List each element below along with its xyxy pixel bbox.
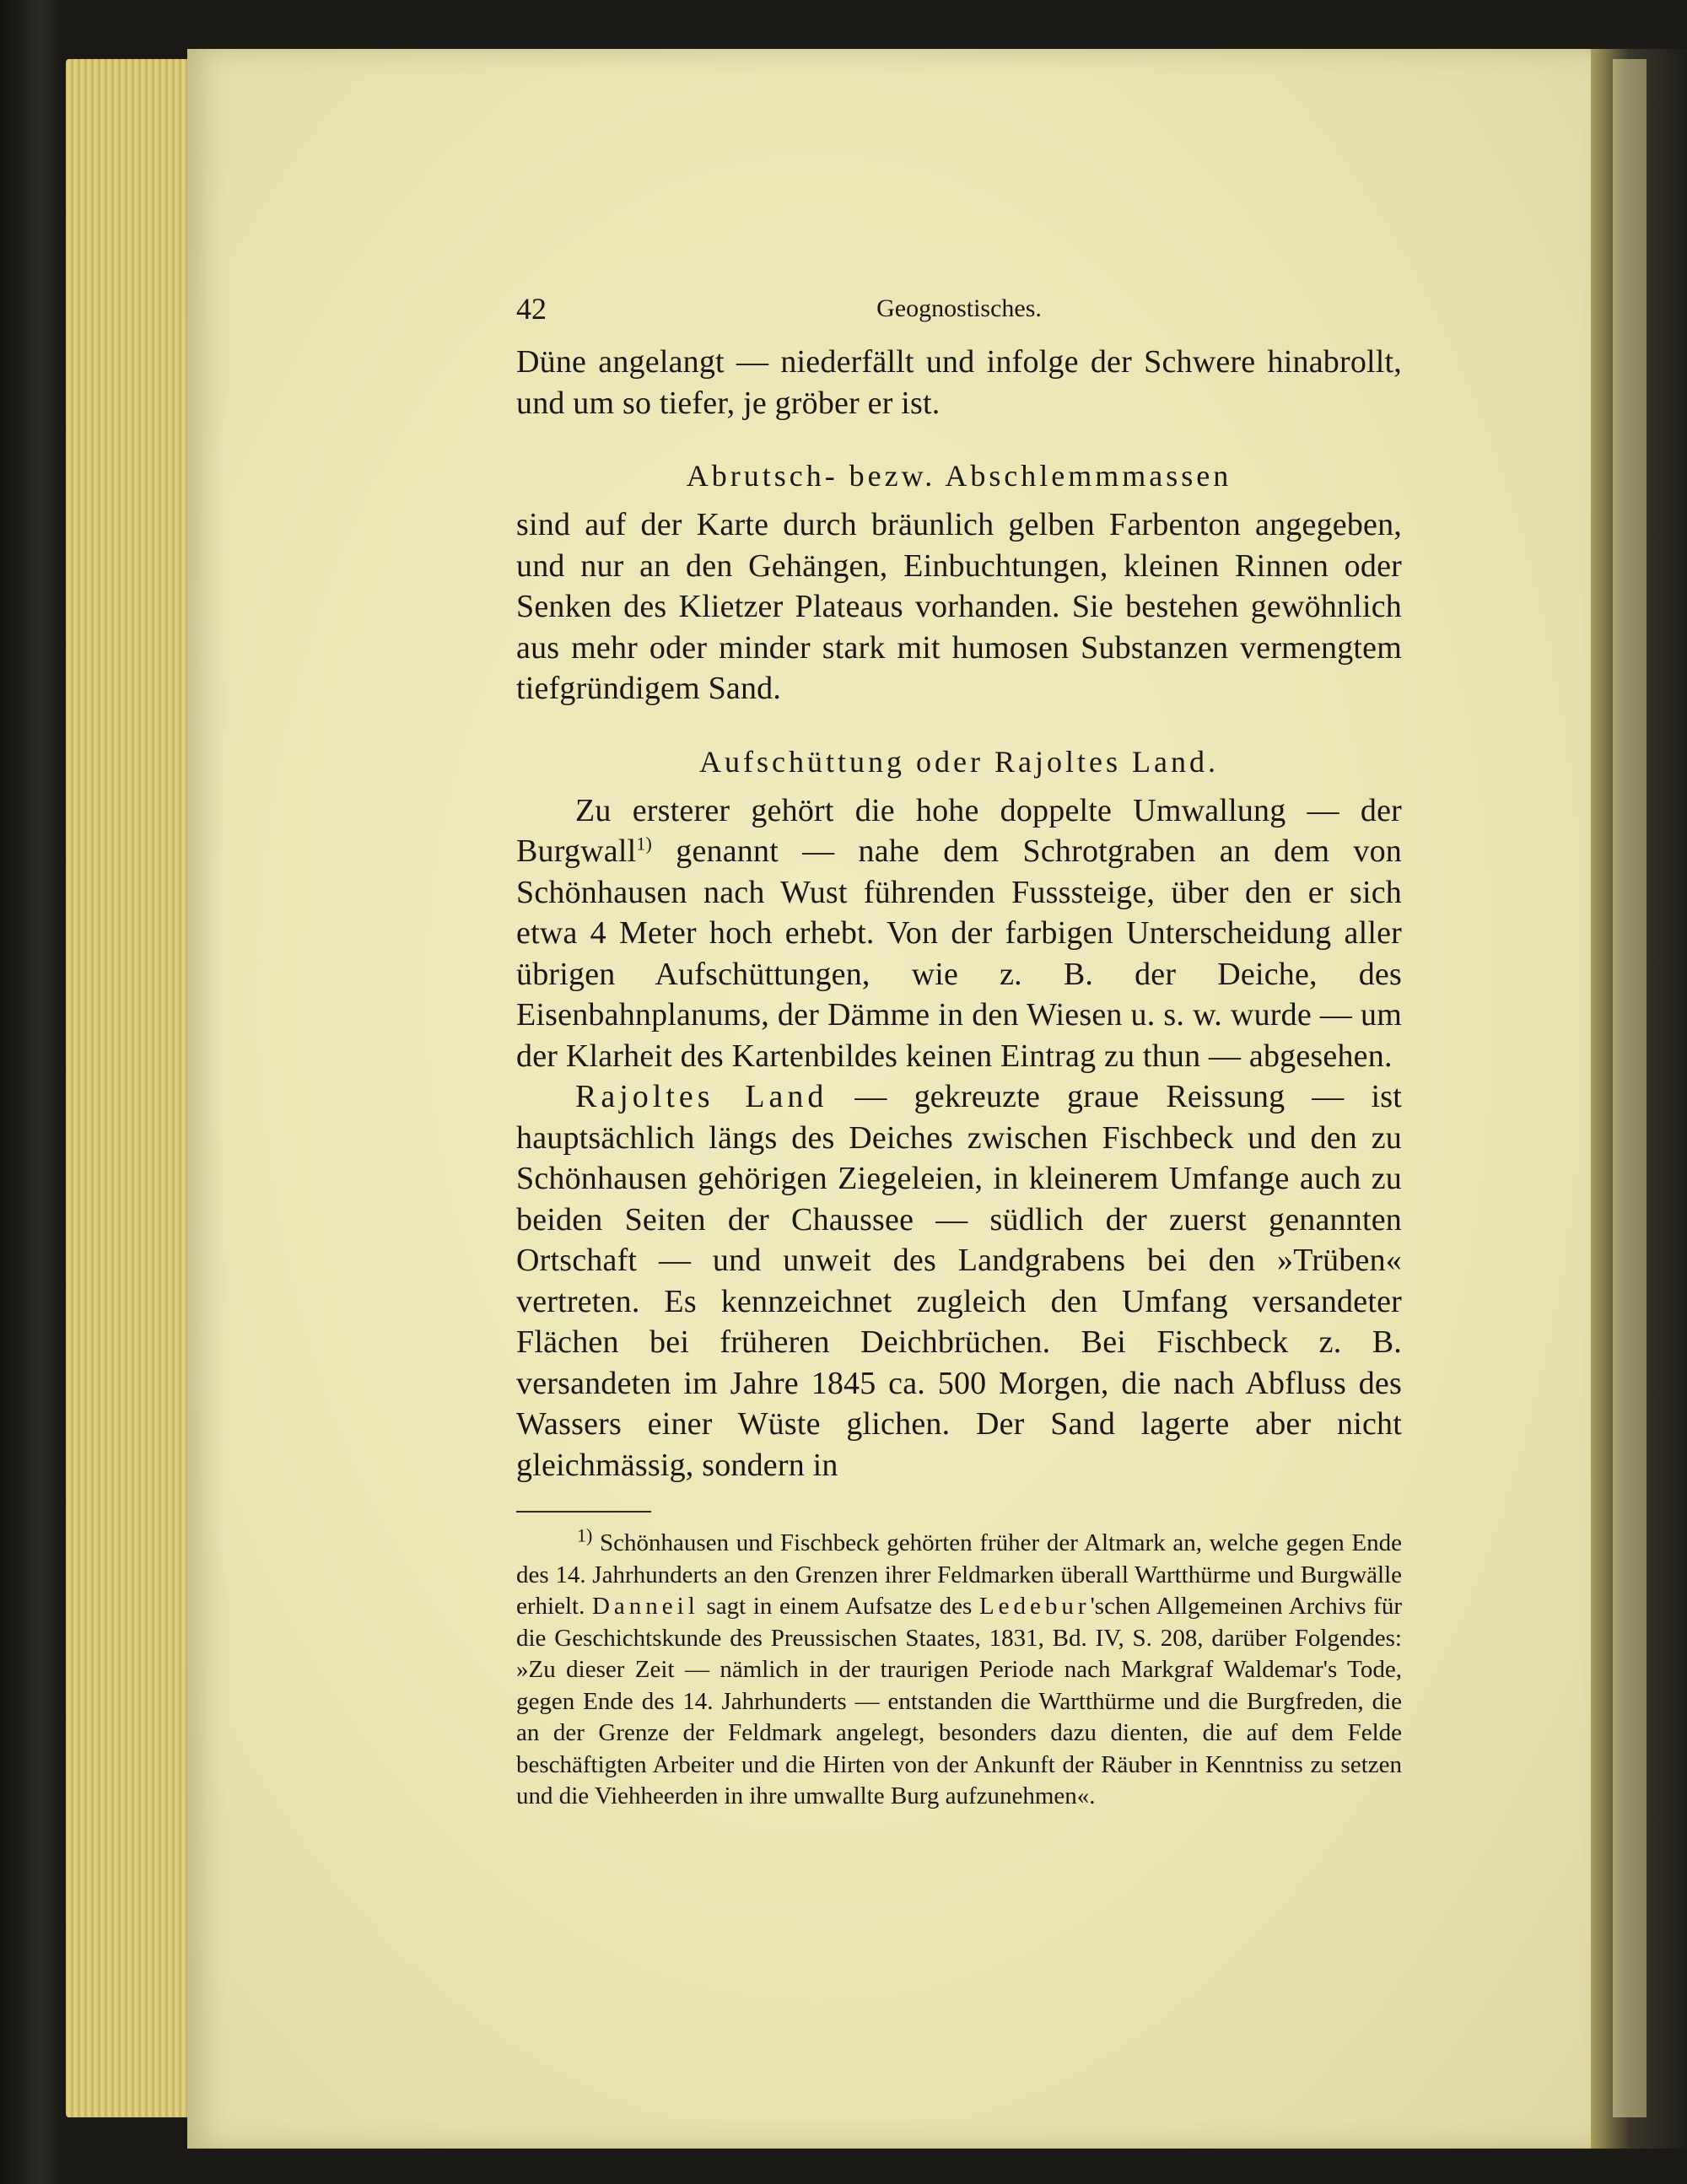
page-number: 42 (516, 292, 547, 326)
paragraph-rajoltes-land (516, 1076, 1402, 1486)
section-heading-abrutsch: Abrutsch- bezw. Abschlemmmassen (686, 459, 1232, 493)
paragraph-text: Zu ersterer gehört die hohe doppelte Umwallung — der Burgwall (516, 792, 1402, 869)
spaced-term: Rajoltes Land (575, 1079, 828, 1114)
paragraph-abrutsch: sind auf der Karte durch bräunlich gelben Farbenton angegeben, und nur an den Gehängen, Einbuchtungen, kleinen Rinnen oder Senken des Klietzer Plateaus vorhanden. Sie bestehen gewöhnlich aus mehr oder minder stark mit humosen Substanzen vermengtem tiefgründigem Sand. (516, 507, 1402, 706)
footnote-text: Schönhausen und Fischbeck gehörten früher der Altmark an, welche gegen Ende des 14. Jahrhunderts an den Grenzen ihrer Feldmarken überall Wartthürme und Burgwälle erhielt. (516, 1529, 1402, 1620)
section-heading-aufschuettung: Aufschüttung oder Rajoltes Land. (699, 744, 1219, 779)
running-head: Geognostisches. (876, 294, 1042, 322)
facing-page-edge (1613, 59, 1647, 2117)
page-header (516, 291, 1402, 342)
paragraph-aufschuettung (516, 790, 1402, 1077)
footnote-author-name: Danneil (591, 1593, 699, 1620)
paragraph-continuation: Düne angelangt — niederfällt und infolge der Schwere hinabrollt, und um so tiefer, je gröber er ist. (516, 344, 1402, 421)
page-stack-edge (66, 59, 192, 2117)
paragraph-text: genannt — nahe dem Schrotgraben an dem von Schönhausen nach Wust führenden Fusssteige, über den er sich etwa 4 Meter hoch erhebt. Von der farbigen Unterscheidung aller übrigen Aufschüttungen, wie z. B. der Deiche, des Eisenbahnplanums, der Dämme in den Wiesen u. s. w. wurde — um der Klarheit des Kartenbildes keinen Eintrag zu thun — abgesehen. (516, 833, 1402, 1074)
book-cover-edge (0, 0, 66, 2184)
footnote-text: sagt in einem Aufsatze des (698, 1593, 979, 1620)
page-content (516, 291, 1402, 1813)
footnote-author-name: Ledebur (978, 1593, 1091, 1620)
paragraph-text: — gekreuzte graue Reissung — ist hauptsächlich längs des Deiches zwischen Fischbeck und den zu Schönhausen gehörigen Ziegeleien, in kleinerem Umfange auch zu beiden Seiten der Chaussee — südlich der zuerst genannten Ortschaft — und unweit des Landgrabens bei den »Trüben« vertreten. Es kennzeichnet zugleich den Umfang versandeter Flächen bei früheren Deichbrüchen. Bei Fischbeck z. B. versandeten im Jahre 1845 ca. 500 Morgen, die nach Abfluss des Wassers einer Wüste glichen. Der Sand lagerte aber nicht gleichmässig, sondern in (516, 1079, 1402, 1483)
footnote-divider (516, 1511, 651, 1513)
footnote-text: 'schen Allgemeinen Archivs für die Geschichtskunde des Preussischen Staates, 1831, Bd. IV, S. 208, darüber Folgendes: »Zu dieser Zeit — nämlich in der traurigen Periode nach Markgraf Waldemar's Tode, gegen Ende des 14. Jahrhunderts — entstanden die Wartthürme und die Burgfreden, die an der Grenze der Feldmark angelegt, besonders dazu dienten, die auf dem Felde beschäftigten Arbeiter und die Hirten von der Ankunft der Räuber in Kenntniss zu setzen und die Viehheerden in ihre umwallte Burg aufzunehmen«. (516, 1593, 1403, 1809)
footnote-marker: 1) (577, 1524, 593, 1546)
footnote (516, 1524, 1403, 1813)
footnote-reference: 1) (636, 833, 653, 855)
